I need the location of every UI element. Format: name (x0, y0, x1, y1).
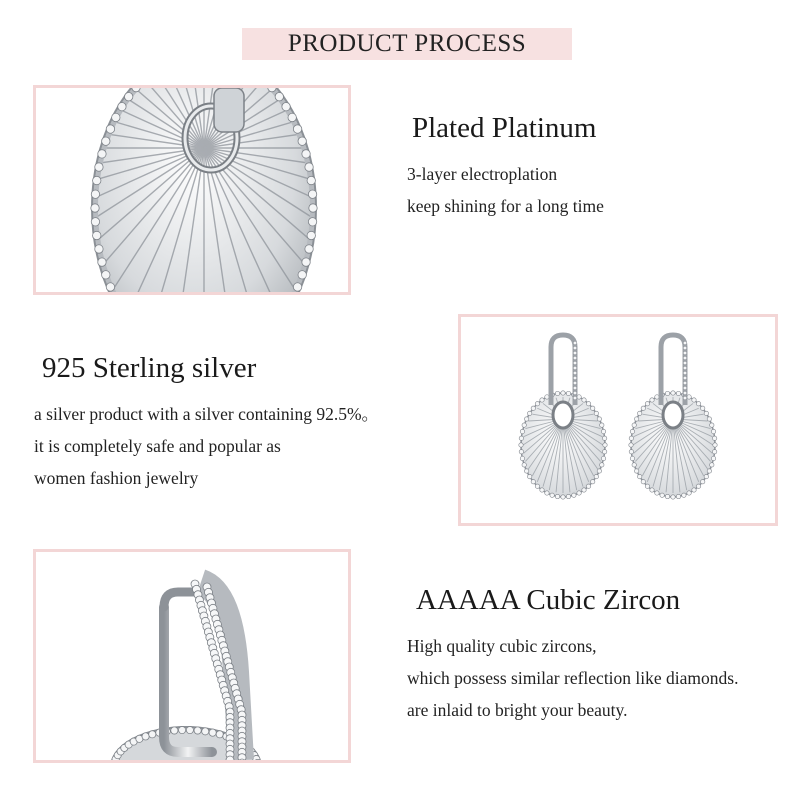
section-heading-cubic-zircon: AAAAA Cubic Zircon (416, 584, 681, 616)
description-line: a silver product with a silver containing 92.5%。 (34, 404, 380, 424)
earring-closeup-pendant-image (36, 88, 348, 292)
product-image-cubic-zircon (33, 549, 351, 763)
description-line: it is completely safe and popular as (34, 436, 281, 456)
description-line: keep shining for a long time (407, 196, 604, 216)
description-line: women fashion jewelry (34, 468, 199, 488)
product-image-sterling-silver (458, 314, 778, 526)
earring-closeup-hoop-image (36, 552, 348, 760)
section-heading-plated-platinum: Plated Platinum (412, 112, 597, 144)
earring-pair (519, 335, 717, 499)
description-line: High quality cubic zircons, (407, 636, 597, 656)
product-image-plated-platinum (33, 85, 351, 295)
section-description-plated-platinum (407, 158, 604, 222)
section-description-sterling-silver (34, 398, 379, 494)
description-line: are inlaid to bright your beauty. (407, 700, 628, 720)
section-heading-sterling-silver: 925 Sterling silver (42, 352, 257, 384)
section-description-cubic-zircon (407, 630, 738, 726)
description-line: 3-layer electroplation (407, 164, 558, 184)
page-title-banner (242, 28, 572, 60)
earring-pair-image (461, 317, 775, 523)
description-line: which possess similar reflection like diamonds. (407, 668, 739, 688)
page-title: PRODUCT PROCESS (287, 30, 527, 57)
